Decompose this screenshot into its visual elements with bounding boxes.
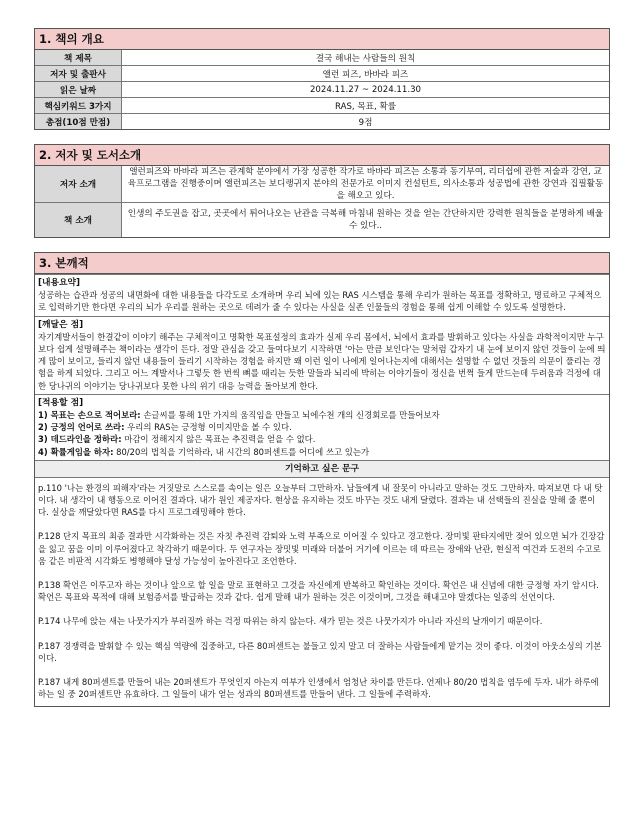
apply-item	[38, 421, 606, 433]
summary-text: 성공하는 습관과 성공의 내면화에 대한 내용들을 다각도로 소개하며 우리 뇌에 있는 RAS 시스템을 통해 우리가 원하는 목표를 정확하고, 명료하고 구체적으로 입력하기만 한다면 우리의 뇌가 우리를 원하는 곳으로 데려가 줄 수 있다는 사실을 실존 인물들의 경험을 통해 쉽게 이해할 수 있도록 설명한다.	[38, 290, 602, 313]
quote-item: p.110 '나는 환경의 피해자'라는 거짓말로 스스로를 속이는 일은 오늘부터 그만하자. 남들에게 내 잘못이 아니라고 말하는 것도 그만하자. 따져보면 다 내 탓이다. 내 생각이 내 행동으로 이어진 결과다. 내가 원인 제공자다. 현상을 유지하는 것도 바꾸는 것도 내게 달렸다. 결과는 내 선택들의 진실을 말해 줄 뿐이다. 실상을 깨달았다면 RAS를 다시 프로그래밍해야 한다.	[38, 482, 603, 518]
overview-label: 저자 및 출판사	[35, 66, 122, 82]
book-description: 인생의 주도권을 잡고, 곳곳에서 튀어나오는 난관을 극복해 마침내 원하는 것을 얻는 간단하지만 강력한 원칙들을 분명하게 배울 수 있다..	[122, 203, 610, 238]
apply-item	[38, 446, 606, 458]
quotes-heading: 기억하고 싶은 문구	[35, 460, 609, 478]
overview-value: 9점	[122, 114, 610, 130]
apply-item	[38, 433, 606, 445]
author-row	[35, 166, 609, 203]
quote-item: P.128 단지 목표의 최종 결과만 시각화하는 것은 자칫 추진력 감퇴와 노력 부족으로 이어질 수 있다고 경고한다. 장미빛 판타지에만 젖어 있으면 뇌가 긴장감을 잃고 꿈을 이미 이루어졌다고 착각하기 때문이다. 두 연구자는 장밋빛 미래와 더불어 거기에 이르는 데 따르는 장애와 난관, 현실적 여건과 도전의 수고로움 같은 비판적 시각화도 병행해야 달성 가능성이 높아진다고 조언한다.	[38, 531, 605, 566]
quote-item: P.187 경쟁력을 발휘할 수 있는 핵심 역량에 집중하고, 다른 80퍼센트는 불들고 있지 말고 더 잘하는 사람들에게 맡기는 것이 좋다. 이것이 아웃소싱의 기본이다.	[38, 640, 602, 663]
author-label: 저자 소개	[35, 166, 122, 203]
author-intro-table	[35, 166, 609, 237]
overview-label: 책 제목	[35, 50, 122, 66]
overview-label: 총점(10점 만점)	[35, 114, 122, 130]
overview-value: RAS, 목표, 확률	[122, 98, 610, 114]
overview-label: 읽은 날짜	[35, 82, 122, 98]
apply-item-label: 4) 확률게임을 하자:	[38, 446, 114, 457]
author-intro-title: 2. 저자 및 도서소개	[35, 145, 609, 166]
apply-block	[35, 394, 609, 460]
overview-value: 결국 해내는 사람들의 원칙	[122, 50, 610, 66]
book-row	[35, 203, 609, 238]
summary-block	[35, 274, 609, 316]
overview-value: 앨런 피즈, 바바라 피즈	[122, 66, 610, 82]
summary-heading: [내용요약]	[38, 278, 81, 288]
overview-table	[35, 50, 609, 129]
book-label: 책 소개	[35, 203, 122, 238]
apply-item-label: 3) 데드라인을 정하라:	[38, 434, 122, 445]
overview-row-title	[35, 50, 609, 66]
quote-item: P.174 나무에 앉는 새는 나뭇가지가 부러질까 하는 걱정 따위는 하지 않는다. 새가 믿는 것은 나뭇가지가 아니라 자신의 날개이기 때문이다.	[38, 616, 543, 627]
overview-row-keywords	[35, 98, 609, 114]
realization-block	[35, 316, 609, 394]
overview-section	[34, 28, 610, 130]
apply-item	[38, 409, 606, 421]
apply-item-label: 2) 긍정의 언어로 쓰라:	[38, 422, 125, 433]
apply-item-text: 마감이 정해지지 않은 목표는 추진력을 얻을 수 없다.	[121, 434, 316, 445]
apply-item-text: 손글씨를 통해 1만 가지의 움직임을 만들고 뇌에수천 개의 신경회로를 만들어보자	[140, 410, 440, 421]
overview-title: 1. 책의 개요	[35, 29, 609, 50]
overview-row-author	[35, 66, 609, 82]
apply-item-label: 1) 목표는 손으로 적어보라:	[38, 410, 141, 421]
quote-item: P.187 내게 80퍼센트를 만들어 내는 20퍼센트가 무엇인지 아는지 여부가 인생에서 엄청난 차이를 만든다. 언제나 80/20 법칙을 염두에 두자. 내가 하루에 하는 일 중 20퍼센트만 유효하다. 그 일들이 내가 얻는 성과의 80퍼센트를 만들어 낸다. 그 일들에 주력하자.	[38, 677, 599, 700]
author-description: 앨런피즈와 바바라 피즈는 관계학 분야에서 가장 성공한 작가로 바바라 피즈는 소통과 동기부여, 리더쉽에 관한 저술과 강연, 교육프로그램을 진행중이며 앨런피즈는 보디랭귀지 분야의 전문가로 이미지 컨설턴트, 의사소통과 성공법에 관한 강연과 집필활동을 해오고 있다.	[122, 166, 610, 203]
author-intro-section	[34, 144, 610, 238]
overview-row-date	[35, 82, 609, 98]
realization-text: 자기계발서들이 한결같이 이야기 해주는 구체적이고 명확한 목표설정의 효과가 실제 우리 몸에서, 뇌에서 효과를 발휘하고 있다는 사실을 과학적이지만 누구보다 쉽게 설명해주는 책이라는 생각이 든다. 정말 관심을 갖고 들여다보기 시작하면 '아는 만큼 보인다'는 말처럼 갑자기 내 눈에 보이지 않던 것들이 눈에 띄게 많이 보이고, 들리지 않던 내용들이 들리기 시작하는 경험을 하지만 왜 이런 일이 나에게 일어나는지에 대해서는 설명할 수 없던 것들의 의문이 풀리는 경험을 하게 되었다. 그리고 어느 계발서나 그렇듯 한 번씩 뼈를 때리는 듯한 말들과 뇌리에 박히는 이야기들이 정신을 번쩍 들게 만드는데 두려움과 걱정에 대한 당나귀의 이야기는 당나귀보다 못한 나의 위기 대응 능력을 돌아보게 한다.	[38, 331, 606, 391]
realization-heading: [깨달은 점]	[38, 319, 84, 330]
quotes-list	[35, 478, 609, 707]
reflection-section	[34, 252, 610, 707]
overview-label: 핵심키워드 3가지	[35, 98, 122, 114]
apply-item-text: 80/20의 법칙을 기억하라, 내 시간의 80퍼센트를 어디에 쓰고 있는가	[113, 446, 370, 457]
quote-item: P.138 확언은 이루고자 하는 것이나 앞으로 할 일을 말로 표현하고 그것을 자신에게 반복하고 확인하는 것이다. 확언은 내 신념에 대한 긍정형 자기 암시다. 확언은 목표와 목적에 대해 보험증서를 발급하는 것과 같다. 쉽게 말해 내가 원하는 것은 이것이며, 그것을 해내고야 말겠다는 일종의 선언이다.	[38, 580, 599, 603]
book-report-sheet	[34, 28, 610, 721]
overview-row-score	[35, 114, 609, 130]
apply-item-text: 우리의 RAS는 긍정형 이미지만을 볼 수 있다.	[124, 422, 292, 433]
reflection-title: 3. 본깨적	[35, 253, 609, 274]
apply-heading: [적용할 점]	[38, 397, 84, 408]
overview-value: 2024.11.27 ~ 2024.11.30	[122, 82, 610, 98]
